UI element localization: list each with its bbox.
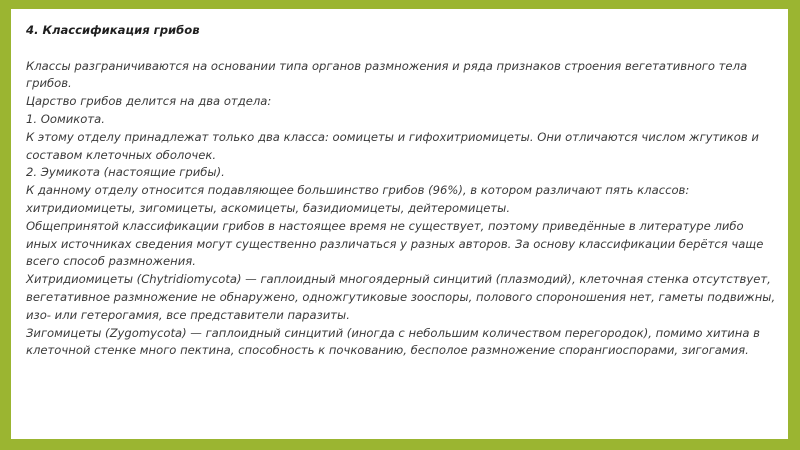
paragraph-oomycota-description: К этому отделу принадлежат только два класса: оомицеты и гифохитриомицеты. Они отличаются числом жгутиков и составом клеточных оболочек. [26, 129, 759, 162]
paragraph-oomycota-heading: 1. Оомикота. [26, 111, 105, 126]
slide-panel [11, 9, 788, 439]
paragraph-classes-basis: Классы разграничиваются на основании типа органов размножения и ряда признаков строения вегетативного тела грибов. [26, 58, 748, 91]
paragraph-chytridiomycota: Хитридиомицеты (Chytridiomycota) — гаплоидный многоядерный синцитий (плазмодий), клеточная стенка отсутствует, вегетативное размножение не обнаружено, одножгутиковые зооспоры, полового спороношения нет, гаметы подвижны, изо- или гетерогамия, все представители паразиты. [26, 272, 776, 322]
paragraph-classification-note: Общепринятой классификации грибов в настоящее время не существует, поэтому приведённые в литературе либо иных источниках сведения могут существенно различаться у разных авторов. За основу классификации берётся чаще всего способ размножения. [26, 218, 764, 269]
paragraph-zygomycota: Зигомицеты (Zygomycota) — гаплоидный синцитий (иногда с небольшим количеством перегородок), помимо хитина в клеточной стенке много пектина, способность к почкованию, бесполое размножение спорангиоспорами, зигогамия. [26, 325, 760, 358]
slide-content [26, 22, 776, 360]
slide-title: 4. Классификация грибов [26, 23, 200, 37]
paragraph-eumycota-description: К данному отделу относится подавляющее большинство грибов (96%), в котором различают пять классов: хитридиомицеты, зигомицеты, аскомицеты, базидиомицеты, дейтеромицеты. [26, 183, 690, 215]
paragraph-eumycota-heading: 2. Эумикота (настоящие грибы). [26, 165, 225, 180]
paragraph-kingdom-divisions: Царство грибов делится на два отдела: [26, 94, 272, 109]
